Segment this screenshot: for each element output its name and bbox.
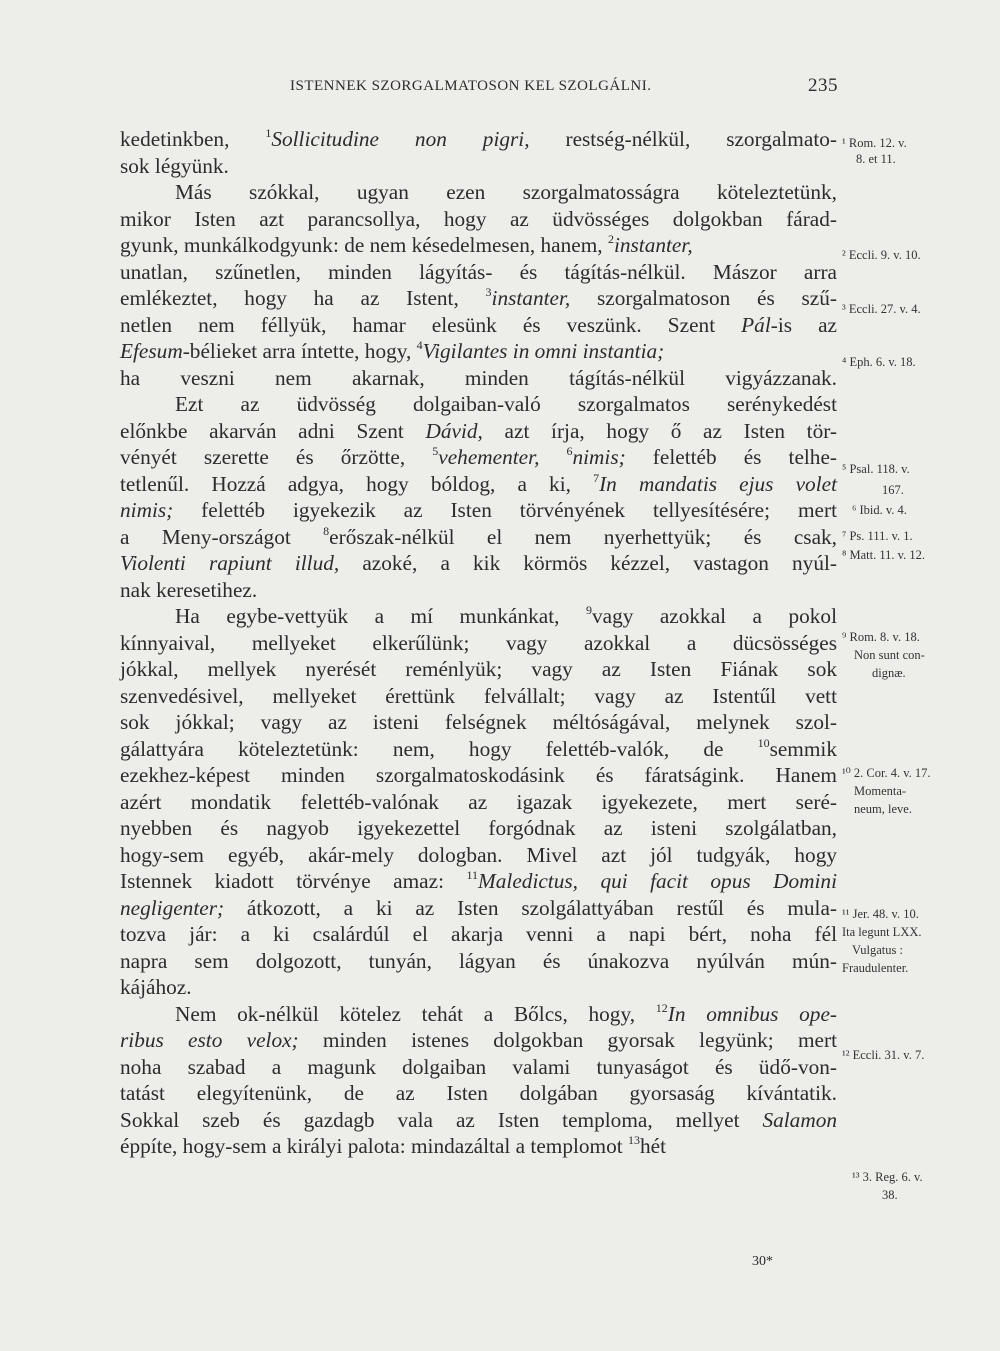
text-run: gálattyára köteleztetünk: nem, hogy felettéb-valók, de — [120, 736, 758, 761]
margin-note: Vulgatus : — [852, 943, 903, 957]
margin-note: ⁵ Psal. 118. v. — [842, 462, 910, 476]
text-run: sok jókkal; vagy az isteni felségnek méltóságával, melynek szol- — [120, 710, 837, 734]
margin-note: Momenta- — [854, 784, 907, 798]
text-line — [120, 603, 837, 630]
text-run: ezekhez-képest minden szorgalmatoskodásink és fáratságink. Hanem — [120, 763, 837, 787]
text-run: sok légyünk. — [120, 153, 229, 178]
text-run: -bélieket arra íntette, hogy, — [182, 339, 417, 363]
text-line — [120, 338, 837, 365]
text-line — [120, 259, 837, 286]
italic-run: In omnibus ope- — [667, 1001, 837, 1026]
text-run: azoké, a kik körmös kézzel, vastagon nyúl- — [339, 551, 837, 575]
italic-run: instanter, — [613, 233, 693, 257]
italic-run: Violenti rapiunt illud, — [120, 551, 340, 575]
italic-run: Salamon — [762, 1107, 837, 1132]
footnote-ref: 7 — [593, 470, 600, 485]
text-run: nyebben és nagyob igyekezettel forgódnak az isteni szolgálatban, — [120, 816, 837, 840]
footnote-ref: 4 — [416, 338, 423, 352]
text-line — [120, 285, 837, 312]
footnote-ref: 8 — [323, 523, 330, 538]
text-run: szorgalmatoson és szű- — [570, 286, 837, 310]
text-run: hogy-sem egyéb, akár-mely dologban. Mivel azt jól tudgyák, hogy — [120, 842, 837, 867]
text-run: minden istenes dolgokban gyorsak legyünk; mert — [298, 1028, 837, 1052]
text-line — [120, 365, 837, 392]
signature-mark: 30* — [752, 1254, 773, 1269]
footnote-ref: 9 — [585, 603, 592, 617]
italic-run: Maledictus, qui facit opus Domini — [478, 869, 837, 893]
footnote-ref: 10 — [757, 735, 770, 750]
margin-note: ⁶ Ibid. v. 4. — [852, 503, 907, 517]
text-run: tozva jár: a ki csalárdúl el akarja venni a napi bért, noha fél — [120, 922, 837, 946]
text-line — [120, 683, 837, 710]
margin-note: ¹¹ Jer. 48. v. 10. — [842, 907, 919, 921]
text-line — [120, 232, 837, 259]
text-run: vagy azokkal a pokol — [591, 604, 837, 628]
italic-run: nimis; — [120, 498, 174, 522]
footnote-ref: 5 — [432, 444, 439, 458]
italic-run: ribus esto velox; — [120, 1028, 299, 1052]
margin-note: ³ Eccli. 27. v. 4. — [842, 302, 921, 316]
margin-note: ¹² Eccli. 31. v. 7. — [842, 1048, 925, 1062]
text-run: napra sem dolgozott, tunyán, lágyan és únakozva nyúlván mún- — [120, 948, 837, 973]
margin-note: ² Eccli. 9. v. 10. — [842, 248, 921, 262]
text-run: felettéb és telhe- — [625, 445, 838, 469]
margin-note: ⁷ Ps. 111. v. 1. — [842, 529, 913, 543]
text-line — [120, 206, 837, 233]
text-line — [120, 524, 837, 551]
text-line — [120, 1107, 837, 1134]
text-run: kedetinkben, — [120, 127, 266, 151]
footnote-ref: 6 — [566, 444, 573, 458]
footnote-ref: 1 — [265, 126, 272, 140]
page-number: 235 — [808, 75, 838, 96]
text-run: azért mondatik felettéb-valónak az igazak igyekezete, mert seré- — [120, 789, 837, 814]
footnote-ref: 13 — [628, 1133, 641, 1147]
text-run: erőszak-nélkül el nem nyerhettyük; és csak, — [329, 524, 838, 549]
text-run: netlen nem féllyük, hamar elesünk és veszünk. Szent — [120, 312, 742, 337]
italic-run: Vigilantes in omni instantia; — [422, 339, 665, 363]
text-line — [120, 550, 837, 577]
text-run — [539, 445, 566, 469]
text-run: ha veszni nem akarnak, minden tágítás-nélkül vigyázzanak. — [120, 365, 837, 390]
italic-run: vehementer, — [438, 445, 540, 469]
margin-note: ¹ Rom. 12. v. — [842, 136, 907, 150]
italic-run: Dávid, — [425, 418, 483, 443]
text-run: felettéb igyekezik az Isten törvényének tellyesítésére; mert — [173, 498, 837, 522]
text-line — [120, 815, 837, 842]
text-line — [120, 312, 837, 339]
footnote-ref: 2 — [607, 232, 614, 246]
running-title: ISTENNEK SZORGALMATOSON KEL SZOLGÁLNI. — [290, 78, 652, 94]
text-run: vényét szerette és őrzötte, — [120, 445, 433, 469]
body-text — [120, 126, 837, 1160]
footnote-ref: 11 — [466, 868, 479, 882]
text-run: azt írja, hogy ő az Isten tör- — [482, 418, 837, 443]
text-run: -is az — [770, 312, 837, 337]
margin-note: Non sunt con- — [854, 648, 925, 662]
text-line — [120, 153, 837, 180]
text-run: éppíte, hogy-sem a királyi palota: mindazáltal a templomot — [120, 1134, 629, 1158]
text-line — [120, 1027, 837, 1054]
text-line — [120, 391, 837, 418]
text-run: Ha egybe-vettyük a mí munkánkat, — [175, 604, 586, 628]
margin-note: ¹³ 3. Reg. 6. v. — [852, 1170, 923, 1184]
text-run: mikor Isten azt parancsollya, hogy az üdvösséges dolgokban fárad- — [120, 206, 837, 231]
text-run: nak keresetihez. — [120, 577, 258, 602]
text-run: szenvedésivel, mellyeket érettünk felvállalt; vagy az Istentűl vett — [120, 683, 837, 708]
text-line — [120, 577, 837, 604]
text-run: Ezt az üdvösség dolgaiban-való szorgalmatos serénykedést — [175, 392, 837, 416]
text-run: tetlenűl. Hozzá adgya, hogy bóldog, a ki, — [120, 471, 594, 496]
margin-note: ⁹ Rom. 8. v. 18. — [842, 630, 920, 644]
italic-run: negligenter; — [120, 895, 225, 920]
margin-note: 8. et 11. — [856, 152, 896, 166]
text-run: átkozott, a ki az Isten szolgálattyában restűl és mula- — [224, 895, 837, 920]
text-line — [120, 1080, 837, 1107]
text-run: noha szabad a magunk dolgaiban valami tunyaságot és üdő-von- — [120, 1054, 837, 1079]
text-line — [120, 471, 837, 498]
text-line — [120, 656, 837, 683]
text-run: kínnyaival, mellyeket elkerűlünk; vagy azokkal a dücsösséges — [120, 630, 837, 655]
text-line — [120, 418, 837, 445]
footnote-ref: 12 — [655, 1000, 668, 1015]
italic-run: nimis; — [572, 445, 626, 469]
text-run: Sokkal szeb és gazdagb vala az Isten temploma, mellyet — [120, 1107, 763, 1132]
margin-note: Ita legunt LXX. — [842, 925, 922, 939]
text-run: kájához. — [120, 975, 192, 999]
italic-run: instanter, — [491, 286, 571, 310]
text-line — [120, 1001, 837, 1028]
text-run: unatlan, szűnetlen, minden lágyítás- és tágítás-nélkül. Mászor arra — [120, 259, 837, 284]
text-line — [120, 709, 837, 736]
text-line — [120, 497, 837, 524]
margin-note: ¹⁰ 2. Cor. 4. v. 17. — [842, 766, 931, 780]
text-line — [120, 1133, 837, 1160]
text-run: előnkbe akarván adni Szent — [120, 418, 426, 443]
text-line — [120, 789, 837, 816]
text-line — [120, 895, 837, 922]
text-line — [120, 948, 837, 975]
text-run: tatást elegyítenünk, de az Isten dolgában gyorsaság kívántatik. — [120, 1081, 837, 1105]
margin-note: ⁸ Matt. 11. v. 12. — [842, 548, 925, 562]
text-line — [120, 921, 837, 948]
italic-run: In mandatis ejus volet — [599, 471, 837, 496]
text-line — [120, 974, 837, 1001]
text-line — [120, 736, 837, 763]
margin-note: neum, leve. — [854, 802, 912, 816]
text-line — [120, 1054, 837, 1081]
italic-run: Sollicitudine non pigri, — [271, 127, 530, 151]
margin-note: Fraudulenter. — [842, 961, 909, 975]
text-run: jókkal, mellyek nyerését reménlyük; vagy az Isten Fiának sok — [120, 657, 837, 681]
margin-note: 38. — [882, 1188, 898, 1202]
text-line — [120, 179, 837, 206]
margin-note: 167. — [882, 483, 904, 497]
text-run: hét — [640, 1134, 667, 1158]
text-run: semmik — [769, 736, 837, 761]
text-line — [120, 842, 837, 869]
italic-run: Pál — [741, 312, 771, 337]
text-run: emlékeztet, hogy ha az Istent, — [120, 286, 486, 310]
text-line — [120, 762, 837, 789]
text-line — [120, 126, 837, 153]
text-run: gyunk, munkálkodgyunk: de nem késedelmesen, hanem, — [120, 233, 608, 257]
text-line — [120, 868, 837, 895]
text-run: Istennek kiadott törvénye amaz: — [120, 869, 467, 893]
text-line — [120, 630, 837, 657]
footnote-ref: 3 — [485, 285, 492, 299]
margin-note: ⁴ Eph. 6. v. 18. — [842, 355, 916, 369]
text-run: Nem ok-nélkül kötelez tehát a Bőlcs, hogy, — [175, 1001, 656, 1026]
text-run: restség-nélkül, szorgalmato- — [529, 127, 837, 151]
text-run: a Meny-országot — [120, 524, 324, 549]
margin-note: dignæ. — [872, 666, 906, 680]
text-line — [120, 444, 837, 471]
text-run: Más szókkal, ugyan ezen szorgalmatosságra köteleztetünk, — [175, 180, 837, 204]
italic-run: Efesum — [120, 339, 183, 363]
